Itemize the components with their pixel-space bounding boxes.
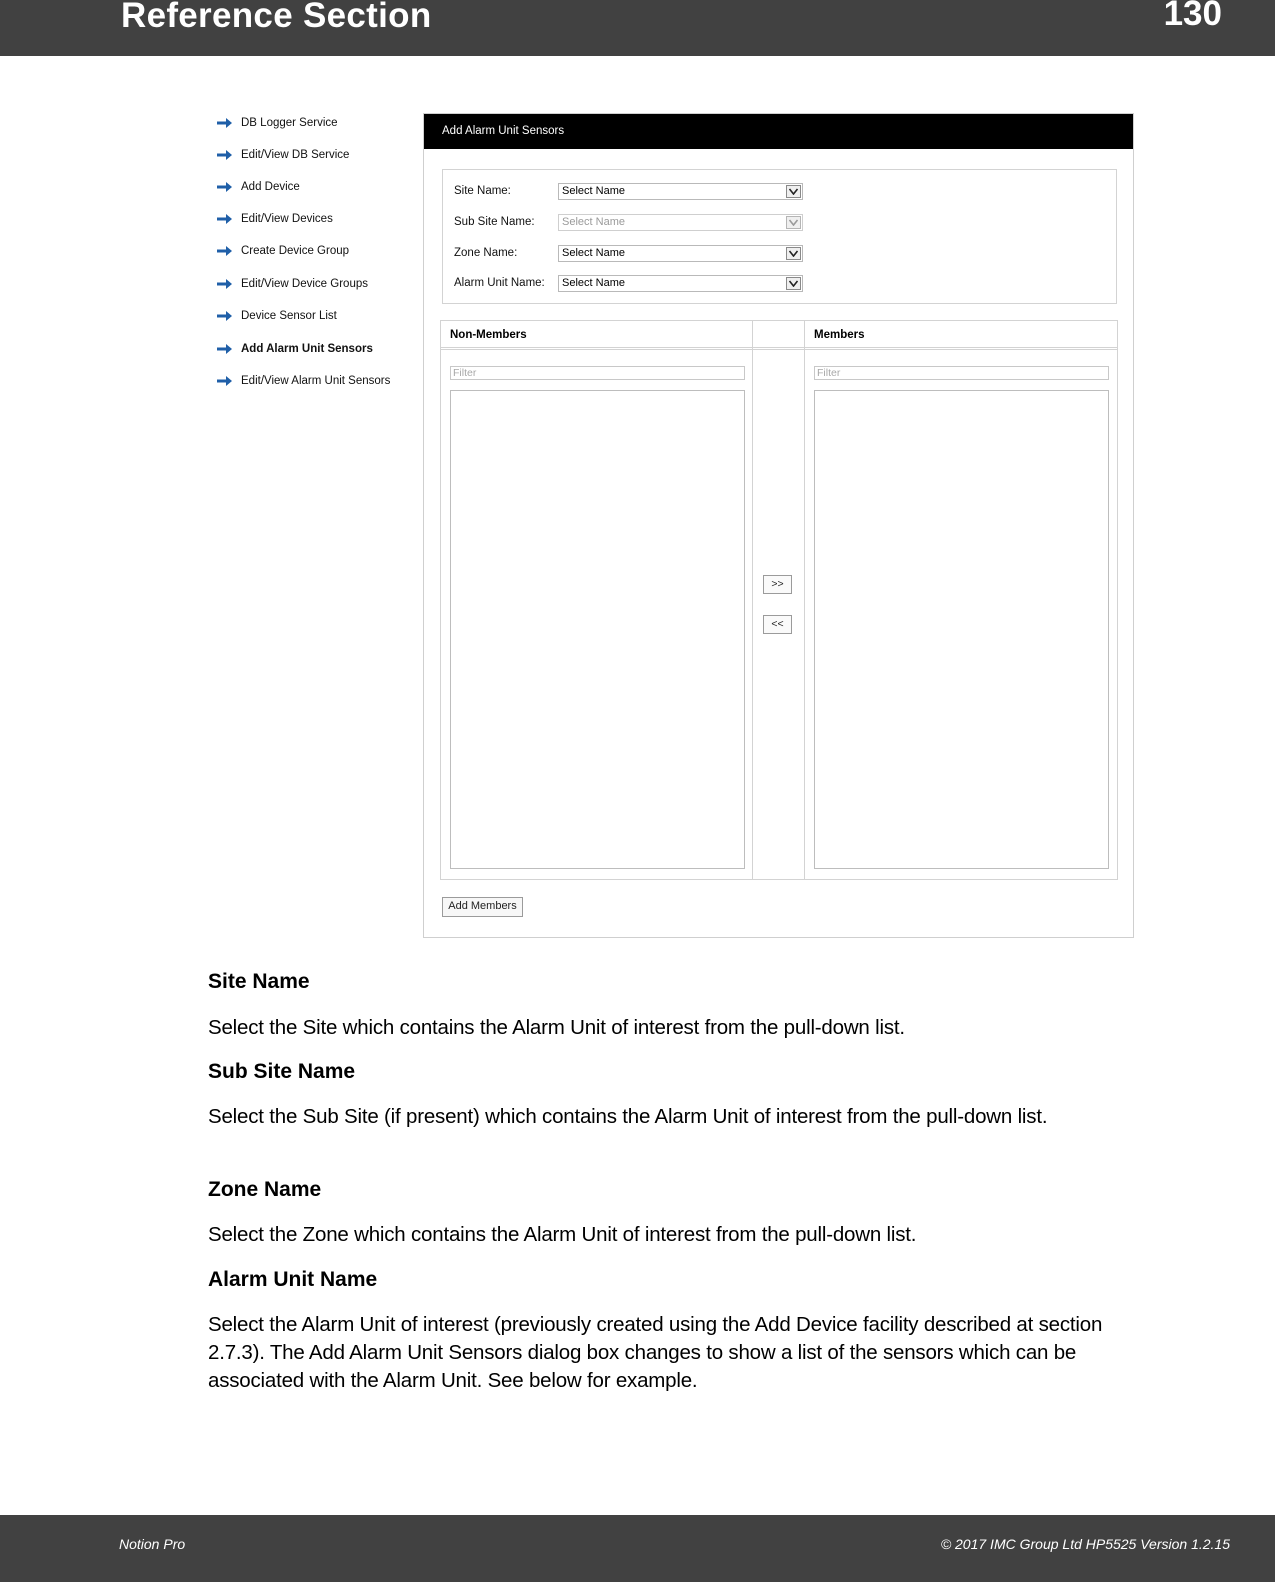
- zone-name-row: [454, 245, 1104, 263]
- nav-item-label: Edit/View Device Groups: [241, 278, 368, 290]
- arrow-right-icon: [216, 245, 234, 257]
- alarm-unit-name-row: [454, 275, 1104, 293]
- move-to-non-members-button[interactable]: <<: [763, 615, 792, 634]
- arrow-right-icon: [216, 213, 234, 225]
- alarm-unit-name-select[interactable]: [558, 275, 803, 292]
- sub-site-name-label: Sub Site Name:: [454, 216, 535, 228]
- chevron-down-icon[interactable]: [786, 216, 801, 229]
- nav-item-label: Add Device: [241, 181, 300, 193]
- non-members-list[interactable]: [450, 390, 745, 869]
- non-members-column: [441, 321, 753, 879]
- arrow-right-icon: [216, 278, 234, 290]
- nav-item-label: Device Sensor List: [241, 310, 337, 322]
- alarm-unit-name-label: Alarm Unit Name:: [454, 277, 545, 289]
- nav-item-label: Edit/View Devices: [241, 213, 333, 225]
- sub-site-name-value: Select Name: [562, 216, 625, 228]
- move-to-members-button[interactable]: >>: [763, 575, 792, 594]
- sub-site-name-description: Select the Sub Site (if present) which contains the Alarm Unit of interest from the pull-down list.: [208, 1105, 1048, 1128]
- arrow-right-icon: [216, 149, 234, 161]
- zone-name-label: Zone Name:: [454, 247, 518, 259]
- nav-item-device-sensor-list[interactable]: [216, 306, 337, 326]
- add-alarm-unit-sensors-dialog: [423, 113, 1134, 938]
- site-name-value: Select Name: [562, 185, 625, 197]
- arrow-right-icon: [216, 343, 234, 355]
- nav-item-create-device-group[interactable]: [216, 241, 349, 261]
- zone-name-description: Select the Zone which contains the Alarm Unit of interest from the pull-down list.: [208, 1223, 917, 1246]
- members-column: [805, 321, 1117, 879]
- dialog-title: Add Alarm Unit Sensors: [424, 114, 1133, 149]
- section-title: Reference Section: [121, 0, 432, 35]
- chevron-down-icon[interactable]: [786, 277, 801, 290]
- selection-form: [442, 169, 1117, 304]
- nav-item-edit-view-db-service[interactable]: [216, 145, 349, 165]
- sub-site-name-heading: Sub Site Name: [208, 1060, 356, 1083]
- site-name-description: Select the Site which contains the Alarm Unit of interest from the pull-down list.: [208, 1016, 905, 1039]
- zone-name-heading: Zone Name: [208, 1178, 322, 1201]
- add-members-button[interactable]: Add Members: [442, 897, 523, 917]
- arrow-right-icon: [216, 310, 234, 322]
- nav-item-label: Edit/View DB Service: [241, 149, 350, 161]
- footer-product: Notion Pro: [119, 1536, 186, 1552]
- nav-item-label: Add Alarm Unit Sensors: [241, 343, 373, 355]
- nav-item-label: DB Logger Service: [241, 117, 338, 129]
- nav-item-add-alarm-unit-sensors[interactable]: [216, 339, 373, 359]
- sub-site-name-row: [454, 214, 1104, 232]
- members-panel: [440, 320, 1118, 880]
- chevron-down-icon[interactable]: [786, 185, 801, 198]
- non-members-header: Non-Members: [441, 321, 752, 350]
- members-list[interactable]: [814, 390, 1109, 869]
- non-members-filter-input[interactable]: Filter: [450, 366, 745, 380]
- zone-name-select[interactable]: [558, 245, 803, 262]
- alarm-unit-name-value: Select Name: [562, 277, 625, 289]
- page-footer: [0, 1515, 1275, 1582]
- chevron-down-icon[interactable]: [786, 247, 801, 260]
- arrow-right-icon: [216, 181, 234, 193]
- transfer-buttons-column: [753, 321, 805, 879]
- site-name-heading: Site Name: [208, 970, 310, 993]
- nav-item-edit-view-alarm-unit-sensors[interactable]: [216, 371, 390, 391]
- footer-copyright: © 2017 IMC Group Ltd HP5525 Version 1.2.15: [940, 1536, 1230, 1552]
- arrow-right-icon: [216, 375, 234, 387]
- page-number: 130: [1163, 0, 1222, 33]
- alarm-unit-name-description: Select the Alarm Unit of interest (previously created using the Add Device facility described at section 2.7.3). The Add Alarm Unit Sensors dialog box changes to show a list of the sensors which can be associated with the Alarm Unit. See below for example.: [208, 1313, 1103, 1392]
- nav-item-edit-view-devices[interactable]: [216, 209, 333, 229]
- transfer-header: [753, 321, 804, 350]
- arrow-right-icon: [216, 117, 234, 129]
- nav-item-edit-view-device-groups[interactable]: [216, 274, 368, 294]
- sub-site-name-select[interactable]: [558, 214, 803, 231]
- nav-item-add-device[interactable]: [216, 177, 300, 197]
- zone-name-value: Select Name: [562, 247, 625, 259]
- page-header: [0, 0, 1275, 56]
- nav-item-db-logger-service[interactable]: [216, 113, 338, 133]
- members-header: Members: [805, 321, 1117, 350]
- site-name-row: [454, 183, 1104, 201]
- nav-item-label: Edit/View Alarm Unit Sensors: [241, 375, 391, 387]
- site-name-label: Site Name:: [454, 185, 511, 197]
- alarm-unit-name-heading: Alarm Unit Name: [208, 1268, 378, 1291]
- site-name-select[interactable]: [558, 183, 803, 200]
- members-filter-input[interactable]: Filter: [814, 366, 1109, 380]
- nav-item-label: Create Device Group: [241, 245, 350, 257]
